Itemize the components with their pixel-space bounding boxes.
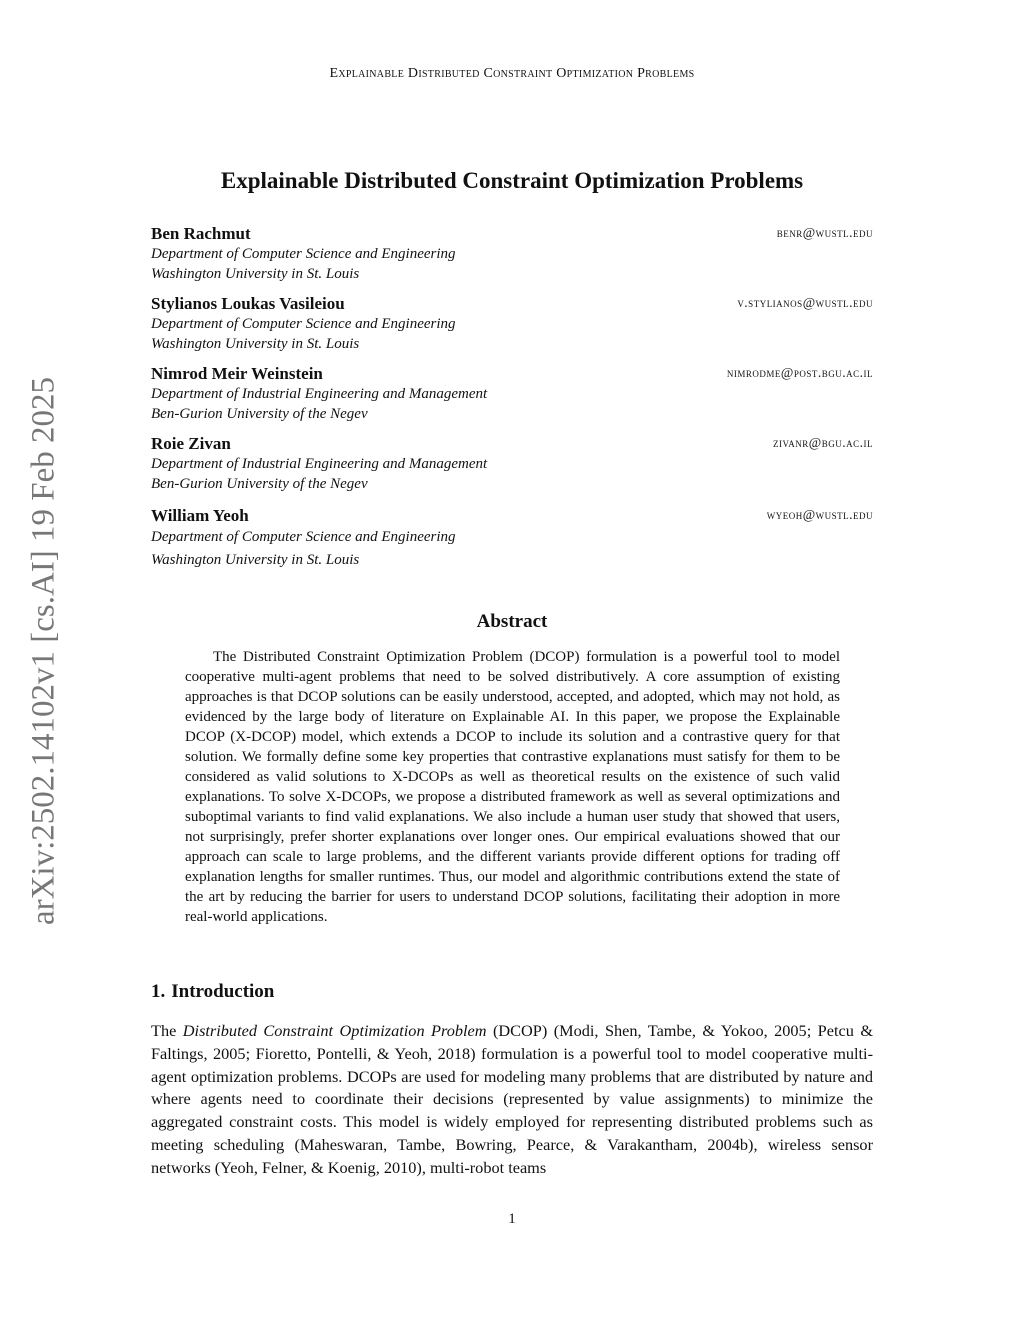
author-institution: Ben-Gurion University of the Negev (151, 406, 368, 422)
author-department: Department of Computer Science and Engineering (151, 529, 456, 545)
author-department: Department of Industrial Engineering and Management (151, 456, 488, 472)
author-institution: Washington University in St. Louis (151, 266, 360, 282)
page-number: 1 (508, 1211, 516, 1227)
author-institution: Washington University in St. Louis (151, 336, 360, 352)
author-department: Department of Computer Science and Engineering (151, 316, 456, 332)
author-email: nimrodme@post.bgu.ac.il (726, 365, 873, 380)
intro-body-text: (DCOP) (Modi, Shen, Tambe, & Yokoo, 2005; Petcu & Faltings, 2005; Fioretto, Pontelli, & Yeoh, 2018) formulation is a powerful tool to model cooperative multi-agent optimization problems. DCOPs are used for modeling many problems that are distributed by nature and where agents need to coordinate their decisions (represented by value assignments) to minimize the aggregated constraint costs. This model is widely employed for representing distributed problems such as meeting scheduling (Maheswaran, Tambe, Bowring, Pearce, & Varakantham, 2004b), wireless sensor networks (Yeoh, Felner, & Koenig, 2010), multi-robot teams (151, 1021, 873, 1177)
introduction-paragraph (151, 1020, 873, 1180)
paper-title: Explainable Distributed Constraint Optimization Problems (220, 168, 804, 193)
author-institution: Washington University in St. Louis (151, 552, 360, 568)
intro-lead-text: The (151, 1021, 177, 1040)
author-email: v.stylianos@wustl.edu (737, 295, 873, 310)
author-name: Stylianos Loukas Vasileiou (151, 294, 345, 313)
running-head: Explainable Distributed Constraint Optimization Problems (329, 66, 695, 81)
arxiv-identifier-text: arXiv:2502.14102v1 [cs.AI] 19 Feb 2025 (25, 376, 62, 926)
intro-italic-term: Distributed Constraint Optimization Problem (182, 1021, 487, 1040)
author-block (151, 224, 873, 284)
author-institution: Ben-Gurion University of the Negev (151, 476, 368, 492)
author-email: benr@wustl.edu (776, 225, 873, 240)
author-name: Roie Zivan (151, 434, 231, 453)
author-block (151, 364, 873, 424)
section-heading (151, 981, 280, 1003)
author-department: Department of Computer Science and Engineering (151, 246, 456, 262)
author-email: zivanr@bgu.ac.il (772, 435, 873, 450)
section-number: 1. (151, 981, 166, 1002)
author-block (151, 434, 873, 494)
author-name: Ben Rachmut (151, 224, 251, 243)
section-title: Introduction (171, 981, 275, 1002)
author-department: Department of Industrial Engineering and Management (151, 386, 488, 402)
author-name: William Yeoh (151, 506, 249, 525)
author-email: wyeoh@wustl.edu (766, 507, 873, 522)
author-block (151, 294, 873, 354)
author-block (151, 506, 873, 572)
abstract-text: The Distributed Constraint Optimization Problem (DCOP) formulation is a powerful tool to model cooperative multi-agent problems that need to be solved distributively. A core assumption of existing approaches is that DCOP solutions can be easily understood, accepted, and adopted, which may not hold, as evidenced by the large body of literature on Explainable AI. In this paper, we propose the Explainable DCOP (X-DCOP) model, which extends a DCOP to include its solution and a contrastive query for that solution. We formally define some key properties that contrastive explanations must satisfy for them to be considered as valid solutions to X-DCOPs as well as theoretical results on the existence of such valid explanations. To solve X-DCOPs, we propose a distributed framework as well as several optimizations and suboptimal variants to find valid explanations. We also include a human user study that showed that users, not surprisingly, prefer shorter explanations over longer ones. Our empirical evaluations showed that our approach can scale to large problems, and the different variants provide different options for trading off explanation lengths for smaller runtimes. Thus, our model and algorithmic contributions extend the state of the art by reducing the barrier for users to understand DCOP solutions, facilitating their adoption in more real-world applications. (185, 649, 840, 925)
author-name: Nimrod Meir Weinstein (151, 364, 323, 383)
abstract-heading: Abstract (476, 611, 548, 632)
